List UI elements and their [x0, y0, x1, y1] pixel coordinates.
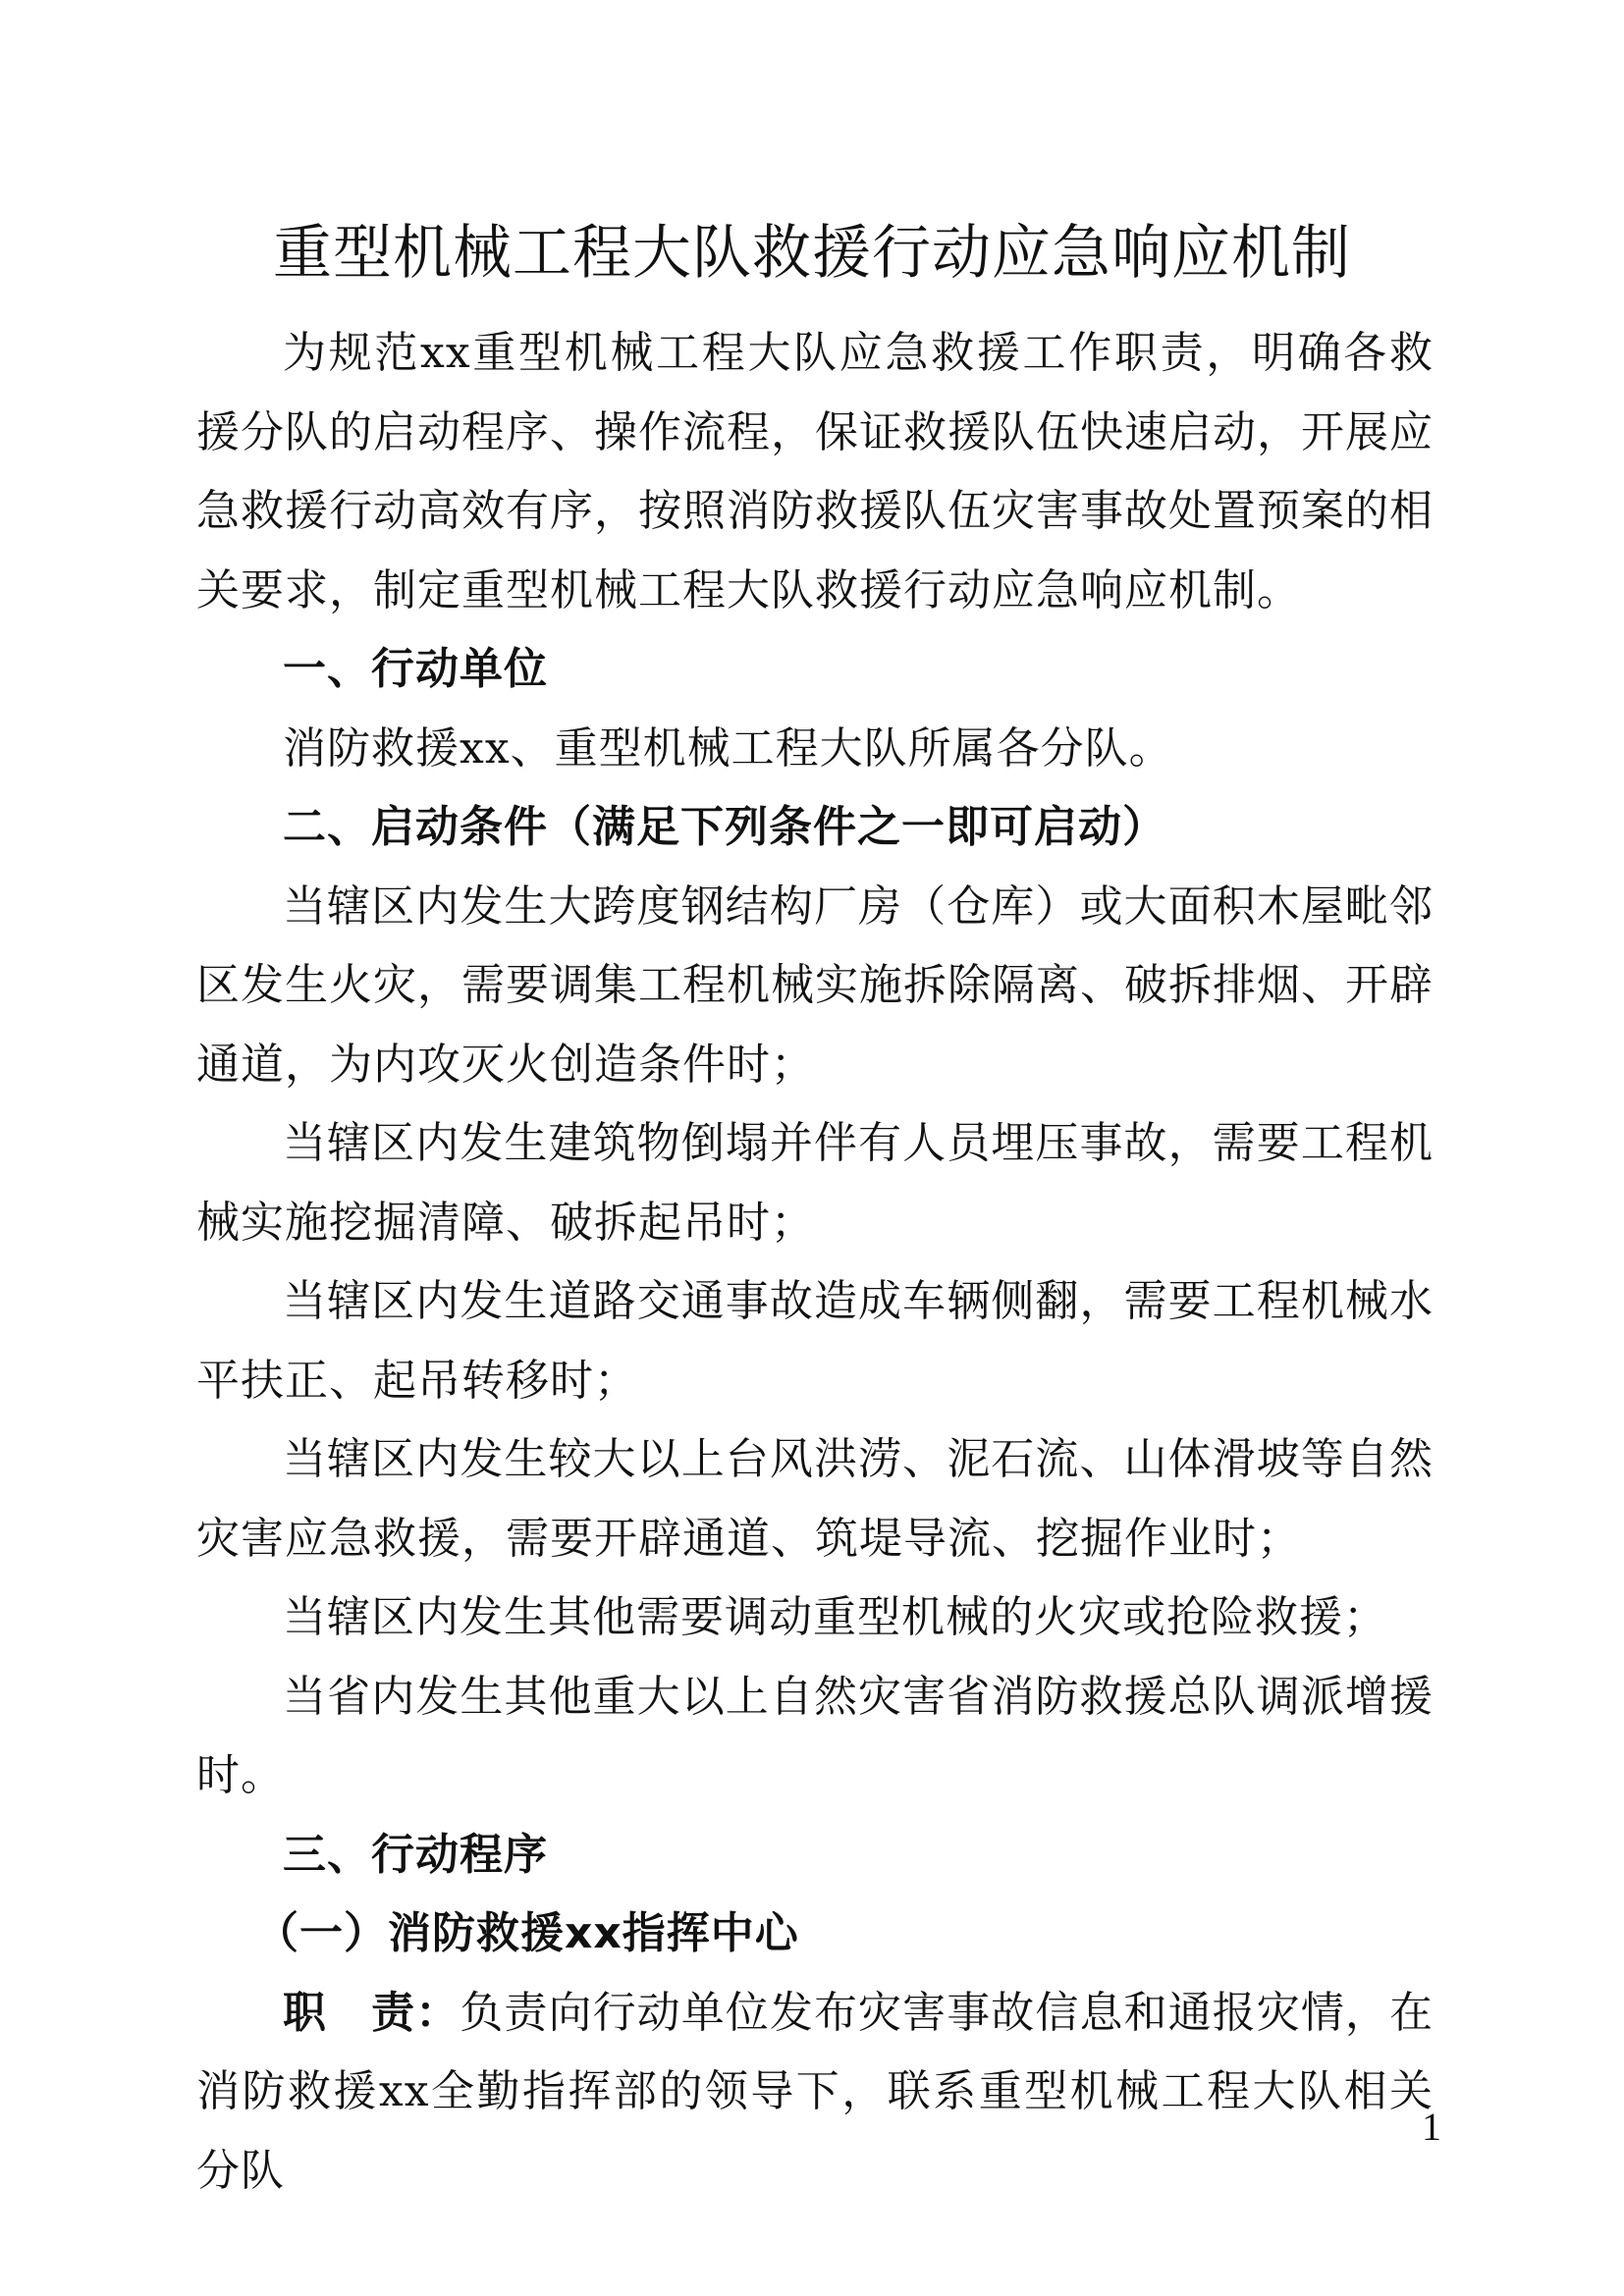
- document-body: [196, 314, 1434, 2211]
- condition-paragraph: 当辖区内发生其他需要调动重型机械的火灾或抢险救援；: [283, 1592, 1387, 1642]
- document-title: 重型机械工程大队救援行动应急响应机制: [273, 219, 1351, 288]
- duty-text: 负责向行动单位发布灾害事故信息和通报灾情，在消防救援xx全勤指挥部的领导下，联系重型机械工程大队相关分队: [196, 1987, 1435, 2196]
- section-heading-start-conditions: 二、启动条件（满足下列条件之一即可启动）: [283, 802, 1166, 852]
- section-heading-action-units: 一、行动单位: [283, 644, 548, 694]
- condition-paragraph: 当辖区内发生道路交通事故造成车辆侧翻，需要工程机械水平扶正、起吊转移时；: [196, 1276, 1434, 1406]
- section-heading-action-procedure: 三、行动程序: [283, 1829, 548, 1880]
- duty-label: 职 责：: [283, 1987, 460, 2038]
- condition-paragraph: 当辖区内发生较大以上台风洪涝、泥石流、山体滑坡等自然灾害应急救援，需要开辟通道、筑堤导流、挖掘作业时；: [196, 1434, 1434, 1564]
- action-units-paragraph: 消防救援xx、重型机械工程大队所属各分队。: [283, 722, 1173, 774]
- duty-paragraph: [196, 1974, 1434, 2212]
- page-number: 1: [1422, 2105, 1441, 2149]
- condition-paragraph: 当辖区内发生建筑物倒塌并伴有人员埋压事故，需要工程机械实施挖掘清障、破拆起吊时；: [196, 1118, 1434, 1248]
- subsection-heading-command-center: （一）消防救援xx指挥中心: [255, 1908, 799, 1958]
- intro-paragraph: 为规范xx重型机械工程大队应急救援工作职责，明确各救援分队的启动程序、操作流程，保证救援队伍快速启动，开展应急救援行动高效有序，按照消防救援队伍灾害事故处置预案的相关要求，制定重型机械工程大队救援行动应急响应机制。: [196, 328, 1434, 615]
- condition-paragraph: 当辖区内发生大跨度钢结构厂房（仓库）或大面积木屋毗邻区发生火灾，需要调集工程机械实施拆除隔离、破拆排烟、开辟通道，为内攻灭火创造条件时；: [196, 881, 1434, 1090]
- condition-paragraph: 当省内发生其他重大以上自然灾害省消防救援总队调派增援时。: [196, 1671, 1434, 1800]
